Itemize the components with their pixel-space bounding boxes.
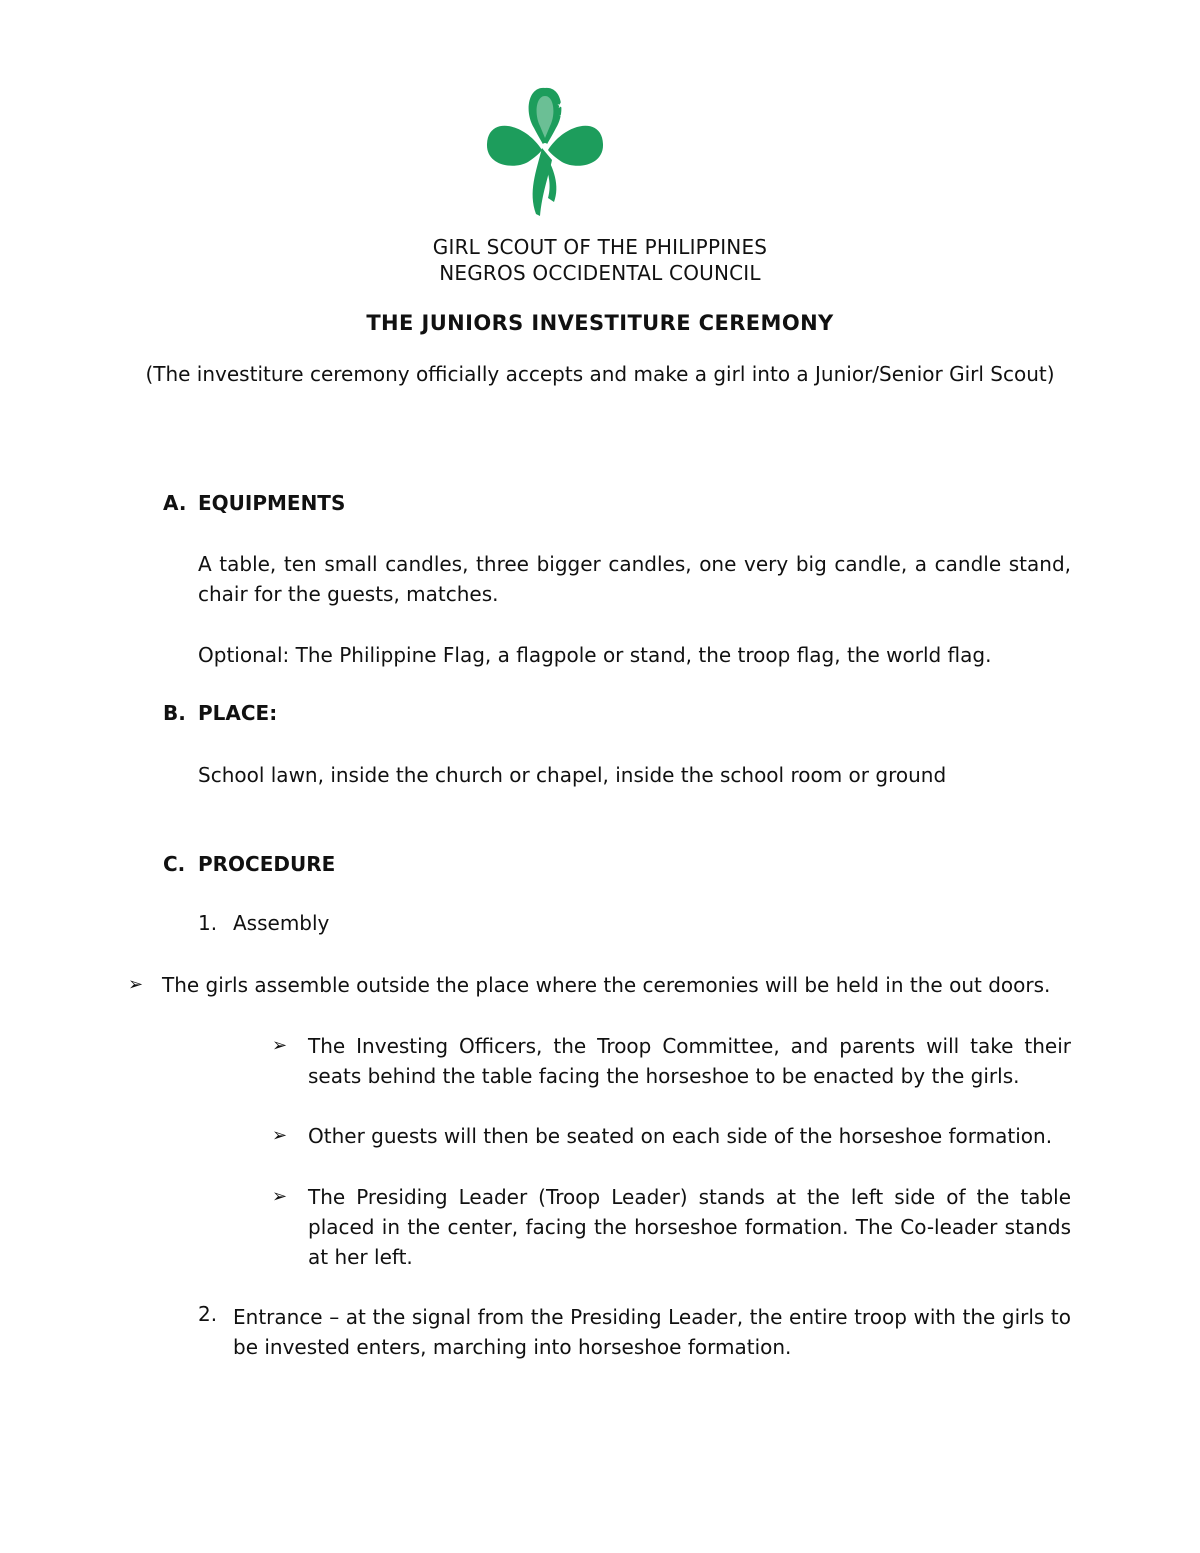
list-item: [272, 1182, 1071, 1272]
arrow-bullet-icon: ➢: [272, 1035, 288, 1056]
arrow-bullet-icon: ➢: [272, 1186, 288, 1207]
list-item: [128, 970, 1071, 1000]
section-c-letter: C.: [163, 852, 186, 876]
svg-text:★: ★: [557, 101, 565, 110]
trefoil-logo: [484, 82, 606, 217]
page-subtitle: (The investiture ceremony officially accepts and make a girl into a Junior/Senior Girl Scout): [145, 362, 1055, 386]
svg-text:★: ★: [559, 112, 567, 121]
svg-text:★: ★: [558, 123, 566, 132]
step-1-number: 1.: [198, 911, 218, 935]
step-2-number: 2.: [198, 1302, 218, 1326]
list-item: [272, 1121, 1071, 1151]
org-name: GIRL SCOUT OF THE PHILIPPINES: [432, 235, 768, 259]
page-title: THE JUNIORS INVESTITURE CEREMONY: [366, 311, 834, 335]
arrow-bullet-icon: ➢: [272, 1125, 288, 1146]
arrow-bullet-icon: ➢: [128, 974, 144, 995]
sub-bullet-text: Other guests will then be seated on each side of the horseshoe formation.: [308, 1124, 1053, 1148]
optional-text: Optional: The Philippine Flag, a flagpole or stand, the troop flag, the world flag.: [198, 643, 992, 667]
step-1-label: Assembly: [233, 911, 330, 935]
section-b-letter: B.: [163, 701, 186, 725]
place-text: School lawn, inside the church or chapel, inside the school room or ground: [198, 763, 947, 787]
council-name: NEGROS OCCIDENTAL COUNCIL: [439, 261, 761, 285]
bullet-text: The girls assemble outside the place where the ceremonies will be held in the out doors.: [162, 973, 1051, 997]
list-item: [272, 1031, 1071, 1091]
step-2-text: Entrance – at the signal from the Presiding Leader, the entire troop with the girls to be invested enters, marching into horseshoe formation.: [233, 1305, 1071, 1359]
sub-bullet-text: The Investing Officers, the Troop Committee, and parents will take their seats behind the table facing the horseshoe to be enacted by the girls.: [308, 1034, 1071, 1088]
equipment-text: A table, ten small candles, three bigger candles, one very big candle, a candle stand, chair for the guests, matches.: [198, 552, 1071, 606]
section-a-heading: EQUIPMENTS: [198, 491, 346, 515]
section-b-heading: PLACE:: [198, 701, 278, 725]
section-a-letter: A.: [163, 491, 187, 515]
sub-bullet-text: The Presiding Leader (Troop Leader) stands at the left side of the table placed in the center, facing the horseshoe formation. The Co-leader stands at her left.: [308, 1185, 1071, 1269]
section-c-heading: PROCEDURE: [198, 852, 336, 876]
